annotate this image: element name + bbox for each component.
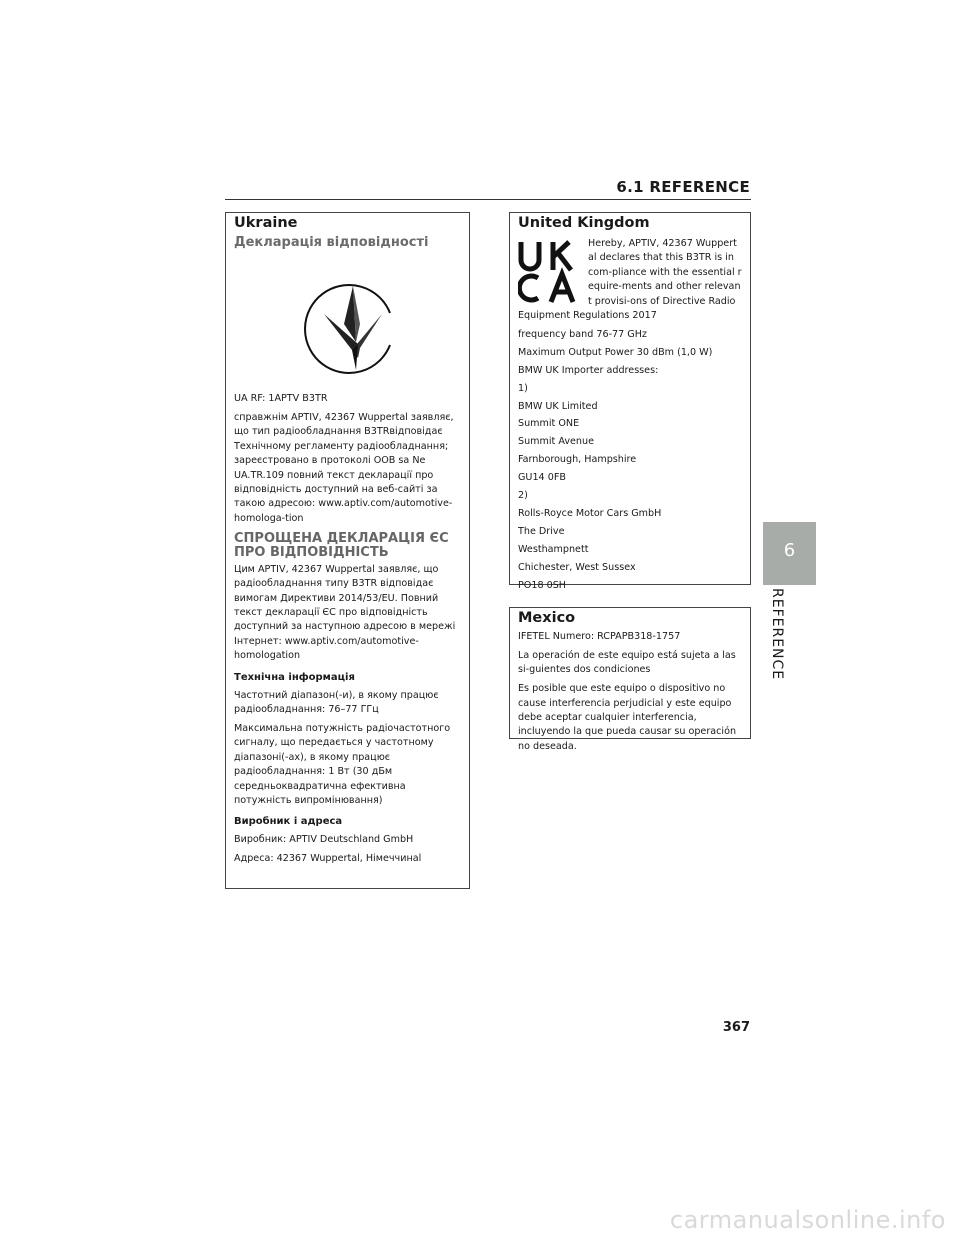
uk-detail-line: BMW UK Limited: [518, 400, 598, 412]
manufacturer: Виробник: APTIV Deutschland GmbH: [234, 834, 414, 846]
uk-details-list: [518, 328, 742, 593]
header-rule: [225, 199, 751, 200]
uk-detail-line: Summit Avenue: [518, 436, 594, 448]
chapter-number: 6: [783, 540, 796, 561]
section-title: 6.1 REFERENCE: [616, 178, 750, 196]
uk-detail-line: 2): [518, 490, 528, 502]
ukraine-section: [225, 212, 470, 889]
manufacturer-heading: Виробник і адреса: [234, 816, 343, 828]
uk-detail-line: Westhampnett: [518, 543, 589, 555]
eu-declaration-heading: СПРОЩЕНА ДЕКЛАРАЦІЯ ЄС ПРО ВІДПОВІДНІСТЬ: [234, 531, 449, 561]
uk-detail-line: PO18 0SH: [518, 579, 567, 591]
mexico-title: Mexico: [518, 610, 576, 626]
ukrainian-conformity-mark-icon: [298, 278, 398, 378]
ukraine-subtitle: Декларація відповідності: [234, 235, 429, 250]
manufacturer-address: Адреса: 42367 Wuppertal, Німеччинаl: [234, 853, 422, 865]
tech-frequency: Частотний діапазон(-и), в якому працює радіообладнання: 76–77 ГГц: [234, 689, 439, 715]
watermark: carmanualsonline.info: [669, 1206, 946, 1234]
uk-section: [509, 212, 751, 591]
ukraine-declaration: справжнім APTIV, 42367 Wuppertal заявляє, що тип радіообладнання B3TRвідповідає Технічному регламенту радіообладнання; зареєстровано в протоколі OOB sa Ne UA.TR.109 повний текст декларації про відповідність доступний на веб-сайті за такою адресою: www.aptiv.com/automotive-homologa-tion: [234, 411, 454, 524]
ua-rf-code: UA RF: 1APTV B3TR: [234, 393, 328, 404]
mexico-section: [509, 607, 751, 752]
uk-title: United Kingdom: [518, 215, 650, 231]
uk-detail-line: 1): [518, 382, 528, 394]
mexico-conditions: La operación de este equipo está sujeta a las si-guientes dos condiciones: [518, 649, 736, 676]
ifetel-number: IFETEL Numero: RCPAPB318-1757: [518, 631, 681, 642]
eu-declaration-text: Цим APTIV, 42367 Wuppertal заявляє, що радіообладнання типу B3TR відповідає вимогам Директиви 2014/53/EU. Повний текст декларації ЄС про відповідність доступний за наступною адресою в мережі Інтернет: www.aptiv.com/automotive-homologation: [234, 563, 456, 662]
ukca-mark-icon: [518, 240, 582, 304]
tech-power: Максимальна потужність радіочастотного сигналу, що передається у частотному діапазоні(-ах), в якому працює радіообладнання: 1 Вт (30 дБм середньоквадратична ефективна потужність випромінювання): [234, 722, 451, 806]
mexico-interference: Es posible que este equipo o dispositivo no cause interferencia perjudicial y este equipo debe aceptar cualquier interferencia, incluyendo la que pueda causar su operación no deseada.: [518, 683, 737, 752]
uk-detail-line: Rolls-Royce Motor Cars GmbH: [518, 508, 662, 519]
uk-declaration: Hereby, APTIV, 42367 Wuppertal declares that this B3TR is in com-pliance with the essential require-ments and other relevant provisi-ons of Directive Radio Equipment Regulations 2017: [518, 238, 742, 322]
tech-info-heading: Технічна інформація: [234, 671, 355, 683]
uk-detail-line: Maximum Output Power 30 dBm (1,0 W): [518, 346, 713, 358]
uk-detail-line: frequency band 76-77 GHz: [518, 328, 647, 340]
uk-detail-line: BMW UK Importer addresses:: [518, 364, 659, 376]
uk-detail-line: GU14 0FB: [518, 472, 566, 484]
uk-detail-line: Chichester, West Sussex: [518, 561, 636, 573]
page-number: 367: [722, 1020, 750, 1035]
uk-detail-line: Summit ONE: [518, 418, 580, 430]
chapter-label: REFERENCE: [769, 588, 785, 681]
uk-detail-line: Farnborough, Hampshire: [518, 454, 637, 466]
ukraine-title: Ukraine: [234, 215, 298, 231]
uk-detail-line: The Drive: [518, 525, 565, 537]
